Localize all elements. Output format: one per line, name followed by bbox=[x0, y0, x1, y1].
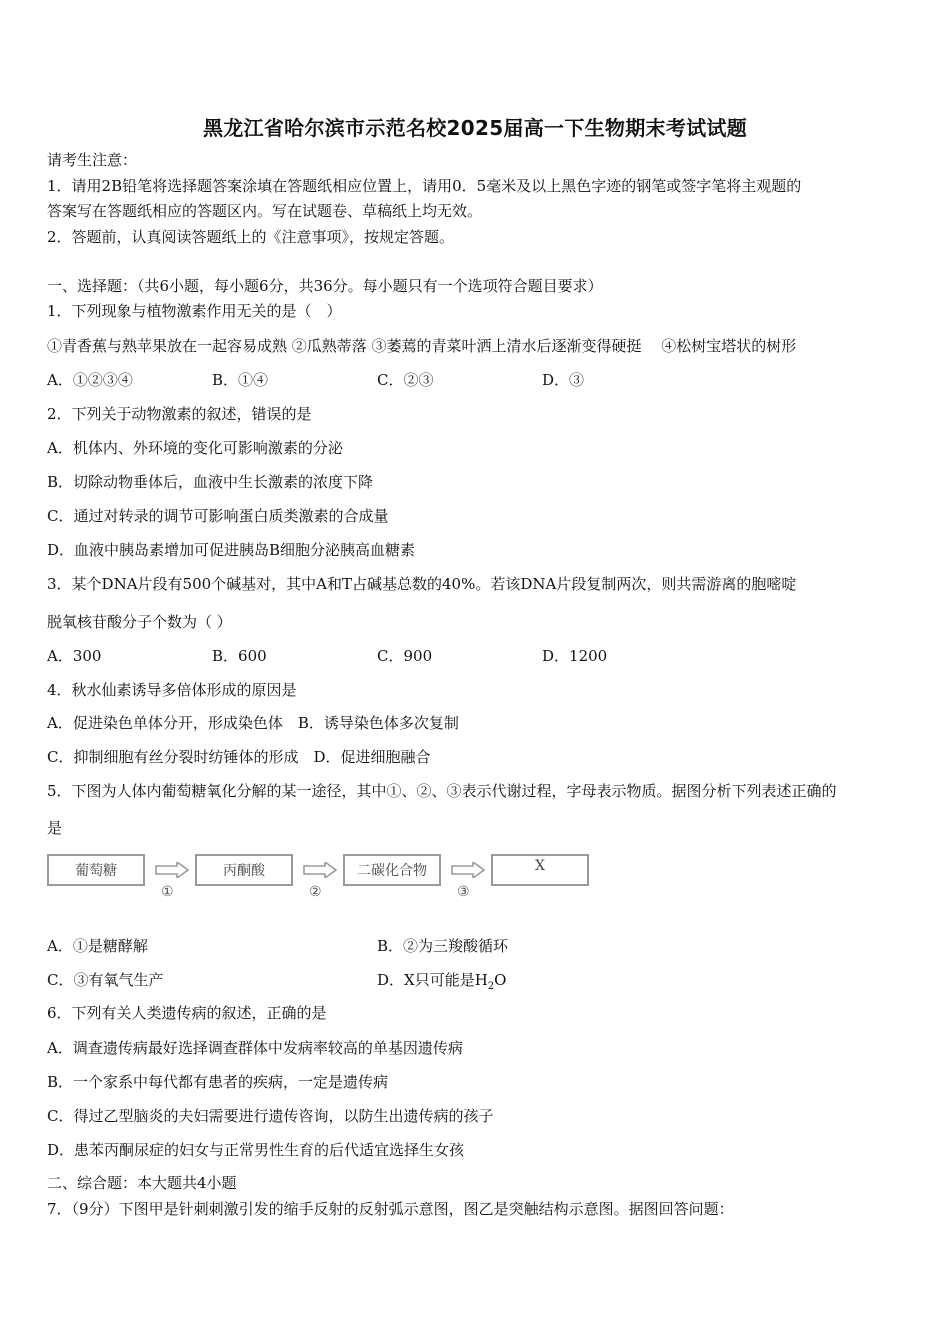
notice-item-2: 2．答题前，认真阅读答题纸上的《注意事项》，按规定答题。 bbox=[47, 228, 455, 246]
q1-option-a: A．①②③④ bbox=[47, 371, 133, 389]
notice-heading: 请考生注意： bbox=[47, 151, 138, 169]
arrow-right-icon bbox=[451, 862, 485, 878]
arrow-right-icon bbox=[155, 862, 189, 878]
q3-option-a: A．300 bbox=[47, 647, 102, 665]
q2-option-c: C．通过对转录的调节可影响蛋白质类激素的合成量 bbox=[47, 507, 389, 525]
q2-option-a: A．机体内、外环境的变化可影响激素的分泌 bbox=[47, 439, 343, 457]
diagram-box-glucose: 葡萄糖 bbox=[47, 854, 145, 886]
glucose-pathway-diagram bbox=[47, 854, 597, 904]
q1-option-d: D．③ bbox=[542, 371, 585, 389]
section-2-heading: 二、综合题：本大题共4小题 bbox=[47, 1174, 237, 1192]
q5-option-d-subscript: 2 bbox=[487, 981, 495, 992]
notice-item-1: 1．请用2B铅笔将选择题答案涂填在答题纸相应位置上，请用0．5毫米及以上黑色字迹的钢笔或签字笔将主观题的 bbox=[47, 177, 802, 195]
diagram-step-1: ① bbox=[161, 884, 174, 900]
q6-stem: 6．下列有关人类遗传病的叙述，正确的是 bbox=[47, 1004, 327, 1022]
q1-stem: 1．下列现象与植物激素作用无关的是（ ） bbox=[47, 302, 342, 320]
page-title: 黑龙江省哈尔滨市示范名校2025届高一下生物期末考试试题 bbox=[202, 116, 748, 140]
q5-option-d-suffix: O bbox=[494, 971, 507, 989]
q5-stem: 5．下图为人体内葡萄糖氧化分解的某一途径，其中①、②、③表示代谢过程，字母表示物质。据图分析下列表述正确的 bbox=[47, 782, 837, 800]
q2-stem: 2．下列关于动物激素的叙述，错误的是 bbox=[47, 405, 312, 423]
diagram-box-pyruvate: 丙酮酸 bbox=[195, 854, 293, 886]
arrow-right-icon bbox=[303, 862, 337, 878]
section-1-heading: 一、选择题：（共6小题，每小题6分，共36分。每小题只有一个选项符合题目要求） bbox=[47, 277, 603, 295]
q5-option-b: B．②为三羧酸循环 bbox=[377, 937, 509, 955]
q4-options-cd: C．抑制细胞有丝分裂时纺锤体的形成 D．促进细胞融合 bbox=[47, 748, 431, 766]
q4-options-ab: A．促进染色单体分开，形成染色体 B．诱导染色体多次复制 bbox=[47, 714, 459, 732]
q1-option-c: C．②③ bbox=[377, 371, 434, 389]
q5-option-a: A．①是糖酵解 bbox=[47, 937, 148, 955]
q3-stem-cont: 脱氧核苷酸分子个数为（ ） bbox=[47, 613, 232, 631]
q5-option-c: C．③有氧气生产 bbox=[47, 971, 164, 989]
q5-stem-cont: 是 bbox=[47, 819, 63, 837]
q1-items: ①青香蕉与熟苹果放在一起容易成熟 ②瓜熟蒂落 ③萎蔫的青菜叶洒上清水后逐渐变得硬挺 ④松树宝塔状的树形 bbox=[47, 337, 797, 355]
q6-option-b: B．一个家系中每代都有患者的疾病，一定是遗传病 bbox=[47, 1073, 389, 1091]
q1-option-b: B．①④ bbox=[212, 371, 269, 389]
q5-option-d-text: D．X只可能是H bbox=[377, 971, 488, 989]
q3-option-d: D．1200 bbox=[542, 647, 608, 665]
notice-item-1-cont: 答案写在答题纸相应的答题区内。写在试题卷、草稿纸上均无效。 bbox=[47, 202, 483, 220]
q2-option-b: B．切除动物垂体后，血液中生长激素的浓度下降 bbox=[47, 473, 374, 491]
q2-option-d: D．血液中胰岛素增加可促进胰岛B细胞分泌胰高血糖素 bbox=[47, 541, 416, 559]
q3-option-b: B．600 bbox=[212, 647, 267, 665]
q3-stem: 3．某个DNA片段有500个碱基对，其中A和T占碱基总数的40%。若该DNA片段复制两次，则共需游离的胞嘧啶 bbox=[47, 575, 797, 593]
q4-stem: 4．秋水仙素诱导多倍体形成的原因是 bbox=[47, 681, 297, 699]
q3-option-c: C．900 bbox=[377, 647, 433, 665]
diagram-box-two-carbon: 二碳化合物 bbox=[343, 854, 441, 886]
q6-option-a: A．调查遗传病最好选择调查群体中发病率较高的单基因遗传病 bbox=[47, 1039, 463, 1057]
q7-stem: 7．（9分）下图甲是针刺刺激引发的缩手反射的反射弧示意图，图乙是突触结构示意图。据图回答问题： bbox=[47, 1200, 734, 1218]
diagram-step-2: ② bbox=[309, 884, 322, 900]
diagram-box-x: X bbox=[491, 854, 589, 886]
q6-option-d: D．患苯丙酮尿症的妇女与正常男性生育的后代适宜选择生女孩 bbox=[47, 1141, 465, 1159]
q6-option-c: C．得过乙型脑炎的夫妇需要进行遗传咨询，以防生出遗传病的孩子 bbox=[47, 1107, 494, 1125]
q5-option-d bbox=[377, 970, 506, 997]
diagram-step-3: ③ bbox=[457, 884, 470, 900]
